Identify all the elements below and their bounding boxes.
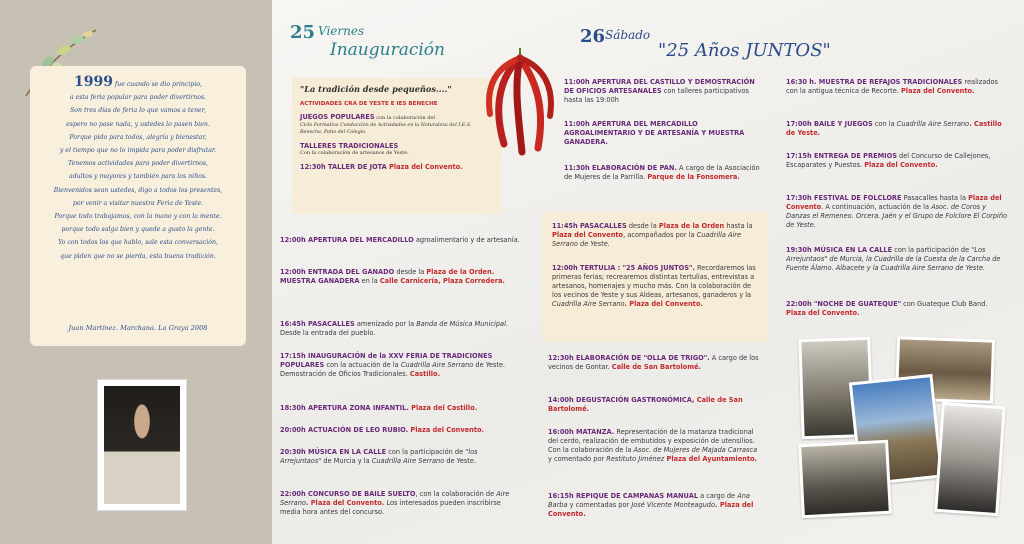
- event-zona-infantil: 18:30h APERTURA ZONA INFANTIL. Plaza del Castillo.: [280, 404, 478, 412]
- poem-line: Son tres días de feria lo que vamos a tener,: [70, 107, 206, 115]
- viernes-day: Viernes: [318, 24, 365, 38]
- jota-item: 12:30h TALLER DE JOTA Plaza del Convento.: [300, 163, 463, 171]
- event-tertulia: 12:00h TERTULIA : "25 AÑOS JUNTOS". Recordaremos las primeras ferias; recrearemos distintas tertulias, entrevistas a artesanos, homenajes y mucho más. Con la colaboración de los vecinos de Yeste y sus Aldeas, artesanos, ganaderos y la Cuadrilla Aire Serrano. Plaza del Convento.: [552, 264, 756, 308]
- event-mercadillo-agro: 11:00h APERTURA DEL MERCADILLO AGROALIMENTARIO Y DE ARTESANÍA Y MUESTRA GANADERA.: [564, 120, 745, 146]
- poem-line-1: 1999 fue cuando se dio principio,: [73, 74, 202, 90]
- event-musica-calle-sabado: 19:30h MÚSICA EN LA CALLE con la participación de "Los Arrejuntaos" de Murcia, la Cuadrilla de la Cuesta de la Carcha de Fuente Álamo. Albacete y la Cuadrilla Aire Serrano de Yeste.: [786, 246, 1001, 272]
- poem-line: Bienvenidos sean ustedes, digo a todos los presentes,: [53, 186, 223, 194]
- poem-line: a esta feria popular para poder divertirnos.: [69, 94, 207, 102]
- poem-line: por venir a visitar nuestra Feria de Yeste.: [72, 199, 204, 207]
- viernes-number: 25: [290, 22, 316, 43]
- box-quote: "La tradición desde pequeños....": [300, 84, 452, 94]
- event-elaboracion-pan: 11:30h ELABORACIÓN DE PAN. A cargo de la Asociación de Mujeres de la Parrilla. Parque de la Fonsomera.: [564, 164, 760, 181]
- juegos-item: JUEGOS POPULARES con la colaboración del: [300, 113, 435, 121]
- talleres-detail: Con la colaboración de artesanos de Yeste.: [300, 150, 409, 156]
- poem-line: adultos y mayores y también para los niños.: [69, 173, 207, 181]
- photo-4: [934, 402, 1006, 516]
- poem-year: 1999: [73, 74, 113, 90]
- event-degustacion: 14:00h DEGUSTACIÓN GASTRONÓMICA, Calle de San Bartolomé.: [548, 396, 743, 413]
- poem-line: porque todo salga bien y quede a gusto la gente.: [61, 226, 215, 234]
- event-baile-juegos: 17:00h BAILE Y JUEGOS con la Cuadrilla Aire Serrano. Castillo de Yeste.: [786, 120, 1002, 137]
- event-inauguracion: 17:15h INAUGURACIÓN de la XXV FERIA DE TRADICIONES POPULARES con la actuación de la Cuadrilla Aire Serrano de Yeste. Demostración de Oficios Tradicionales. Castillo.: [280, 352, 506, 378]
- event-entrada-ganado: 12:00h ENTRADA DEL GANADO desde la Plaza de la Orden. MUESTRA GANADERA en la Calle Carnicería, Plaza Corredera.: [280, 268, 505, 285]
- talleres-item: TALLERES TRADICIONALES: [300, 142, 399, 150]
- poem-card: [30, 66, 246, 346]
- sabado-title: "25 Años JUNTOS": [658, 40, 831, 61]
- poem-line: y el tiempo que no lo impida para poder disfrutar.: [59, 147, 217, 155]
- event-premios: 17:15h ENTREGA DE PREMIOS del Concurso de Callejones, Escaparates y Puestos. Plaza del Convento.: [786, 152, 991, 169]
- sabado-number: 26: [580, 26, 606, 47]
- event-guateque: 22:00h "NOCHE DE GUATEQUE" con Guateque Club Band. Plaza del Convento.: [786, 300, 988, 317]
- photo-5: [798, 440, 892, 519]
- event-refajos: 16:30 h. MUESTRA DE REFAJOS TRADICIONALES realizados con la antigua técnica de Recorte. Plaza del Convento.: [786, 78, 998, 95]
- event-folclore: 17:30h FESTIVAL DE FOLCLORE Pasacalles hasta la Plaza del Convento. A continuación, actuación de la Asoc. de Coros y Danzas el Remeneo. Orcera. Jaén y el Grupo de Folclore El Corpiño de Yeste.: [786, 194, 1008, 229]
- poem-line: Porque pido para todos, alegría y bienestar,: [69, 133, 207, 141]
- event-pasacalles: 16:45h PASACALLES amenizado por la Banda de Música Municipal. Desde la entrada del pueblo.: [280, 320, 509, 337]
- event-apertura-castillo: 11:00h APERTURA DEL CASTILLO Y DEMOSTRACIÓN DE OFICIOS ARTESANALES con talleres participativos hasta las 19:00h: [564, 78, 755, 104]
- event-campanas: 16:15h REPIQUE DE CAMPANAS MANUAL a cargo de Ana Barba y comentadas por José Vicente Monteagudo. Plaza del Convento.: [548, 492, 754, 518]
- peppers-icon: [484, 44, 556, 156]
- author-photo: [104, 386, 180, 504]
- poem-line: que piden que no se pierda, esta buena tradición.: [60, 252, 216, 260]
- event-musica-calle: 20:30h MÚSICA EN LA CALLE con la participación de "los Arrejuntaos" de Murcia y la Cuadrilla Aire Serrano de Yeste.: [280, 448, 478, 465]
- author-photo-stamp: [98, 380, 186, 510]
- photo-collage: [800, 338, 1006, 528]
- poem-line: Tenemos actividades para poder divertirnos,: [67, 160, 209, 168]
- event-leo-rubio: 20:00h ACTUACIÓN DE LEO RUBIO. Plaza del Convento.: [280, 426, 485, 434]
- juegos-detail: Ciclo Formativo Conducción de Actividades en la Naturaleza del I.E.S. Beneche. Patio del Colegio.: [300, 123, 472, 135]
- poem-line: espero no pase nada, y ustedes lo pasen bien.: [66, 120, 210, 128]
- box-subtitle: ACTIVIDADES CRA DE YESTE E IES BENECHE: [300, 101, 438, 107]
- event-olla-trigo: 12:30h ELABORACIÓN DE "OLLA DE TRIGO". A cargo de los vecinos de Gontar. Calle de San Bartolomé.: [548, 354, 759, 371]
- poem-line: Porque todo trabajamos, con la mano y con la mente.: [54, 213, 222, 221]
- viernes-title: Inauguración: [330, 40, 445, 60]
- school-activities-box: [292, 78, 502, 214]
- event-apertura-mercadillo: 12:00h APERTURA DEL MERCADILLO agroalimentario y de artesanía.: [280, 236, 520, 244]
- poem-signature: Juan Martínez. Marchana. La Graya 2008: [68, 324, 208, 332]
- event-matanza: 16:00h MATANZA. Representación de la matanza tradicional del cerdo, realización de embutidos y exposición de utensilios. Con la colaboración de la Asoc. de Mujeres de Majada Carrasca y comentado por Restituto Jiménez Plaza del Ayuntamiento.: [548, 428, 758, 463]
- event-baile-suelto: 22:00h CONCURSO DE BAILE SUELTO, con la colaboración de Aire Serrano. Plaza del Convento. Los interesados pueden inscribirse media hora antes del concurso.: [280, 490, 510, 516]
- sabado-day: Sábado: [605, 28, 651, 42]
- poem-line: Yo con todos los que hablo, sale esta conversación,: [58, 239, 218, 247]
- event-pasacalles-sabado: 11:45h PASACALLES desde la Plaza de la Orden hasta la Plaza del Convento, acompañados por la Cuadrilla Aire Serrano de Yeste.: [552, 222, 753, 248]
